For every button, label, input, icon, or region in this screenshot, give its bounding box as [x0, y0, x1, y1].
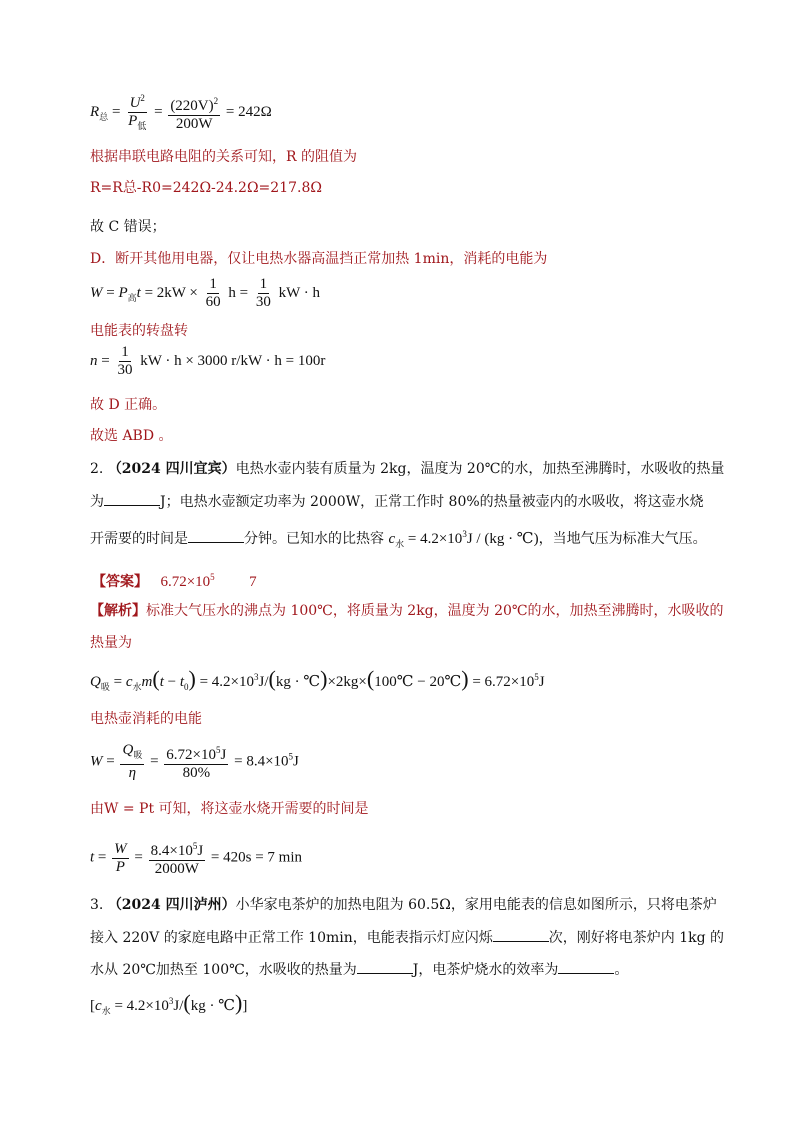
answer-blank[interactable] [357, 960, 413, 974]
analysis-line-1: 【解析】标准大气压水的沸点为 100℃，将质量为 2kg，温度为 20℃的水，加热至沸腾时，水吸收的 [90, 603, 724, 619]
equation-t: t = $\frac{W}{P}$ = $\frac{8.4\times 10^5J}{2000W}$ = 420s = 7 min [90, 838, 302, 878]
q3-source: （2024 四川泸州） [107, 897, 236, 913]
q3-text-1: 小华家电茶炉的加热电阻为 60.5Ω，家用电能表的信息如图所示，只将电茶炉 [235, 897, 717, 913]
q3-line-1 [90, 896, 717, 914]
answer-blank[interactable] [104, 492, 160, 506]
from-text: 由W = Pt 可知，将这壶水烧开需要的时间是 [90, 801, 369, 817]
q2-text-1: 电热水壶内装有质量为 2kg，温度为 20℃的水，加热至沸腾时，水吸收的热量 [235, 461, 725, 477]
answer-2: 7 [249, 574, 257, 590]
q2-number: 2. [90, 461, 104, 477]
analysis-line-2: 热量为 [90, 635, 132, 651]
answer-label: 【答案】 [92, 574, 148, 590]
d-option-text: D．断开其他用电器，仅让电热水器高温挡正常加热 1min，消耗的电能为 [90, 251, 548, 267]
answer-1: $6.72\times 10^5$ [160, 572, 215, 590]
q2-line-1 [90, 460, 724, 478]
q3-line-2: 接入 220V 的家庭电路中正常工作 10min，电能表指示灯应闪烁 次，刚好将电茶炉内 1kg 的 [90, 930, 725, 946]
answer-blank[interactable] [558, 960, 614, 974]
q3-c-water: [$c_水 = 4.2\times 10^3J/(kg$ · ℃)] [90, 990, 248, 1016]
analysis-label: 【解析】 [90, 603, 146, 619]
equation-w2: W = $\frac{Q_吸}{\eta}$ = $\frac{6.72\times 10^5J}{80\%}$ = $8.4\times 10^5J$ [90, 742, 299, 781]
r-calc-line: R=R总-R0=242Ω-24.2Ω=217.8Ω [90, 180, 322, 196]
c-water-formula: $c_水 = 4.2\times 10^3J / (kg$ · ℃) [388, 529, 539, 549]
q2-line-3: 开需要的时间是 分钟。已知水的比热容 $c_水 = 4.2\times 10^3J / (kg$ · ℃)，当地气压为标准大气压。 [90, 529, 707, 549]
answer-blank[interactable] [493, 928, 549, 942]
q2-source: （2024 四川宜宾） [107, 461, 236, 477]
answer-blank[interactable] [188, 529, 244, 543]
equation-w: $W = P_高t = 2kW$ × $\frac{1}{60}$ h = $\frac{1}{30}$ kW · h [90, 276, 320, 310]
equation-r-total: $R_总$ = $\frac{U^2}{P_低}$ = $\frac{(220V)^2}{200W}$ = 242Ω [90, 90, 272, 135]
equation-n: n = $\frac{1}{30}$ kW · h × 3000 r/kW · h = 100r [90, 344, 326, 378]
equation-q: $Q_吸 = c_水m(t - t_0) = 4.2\times 10^3J/(kg$ · ℃)×2kg×(100℃ − 20℃) = $6.72\times 10^5J$ [90, 666, 545, 692]
d-correct-line: 故 D 正确。 [90, 397, 167, 413]
choose-line: 故选 ABD 。 [90, 428, 173, 444]
c-wrong-line: 故 C 错误； [90, 219, 166, 235]
q3-line-3: 水从 20℃加热至 100℃，水吸收的热量为 J，电茶炉烧水的效率为 。 [90, 962, 629, 978]
meter-text: 电能表的转盘转 [90, 323, 188, 339]
answer-line [92, 568, 257, 591]
q3-number: 3. [90, 897, 104, 913]
q2-line-2: 为 J；电热水壶额定功率为 2000W，正常工作时 80%的热量被壶内的水吸收，将这壶水烧 [90, 494, 704, 510]
consume-text: 电热壶消耗的电能 [90, 711, 202, 727]
series-resistance-text: 根据串联电路电阻的关系可知，R 的阻值为 [90, 149, 357, 165]
